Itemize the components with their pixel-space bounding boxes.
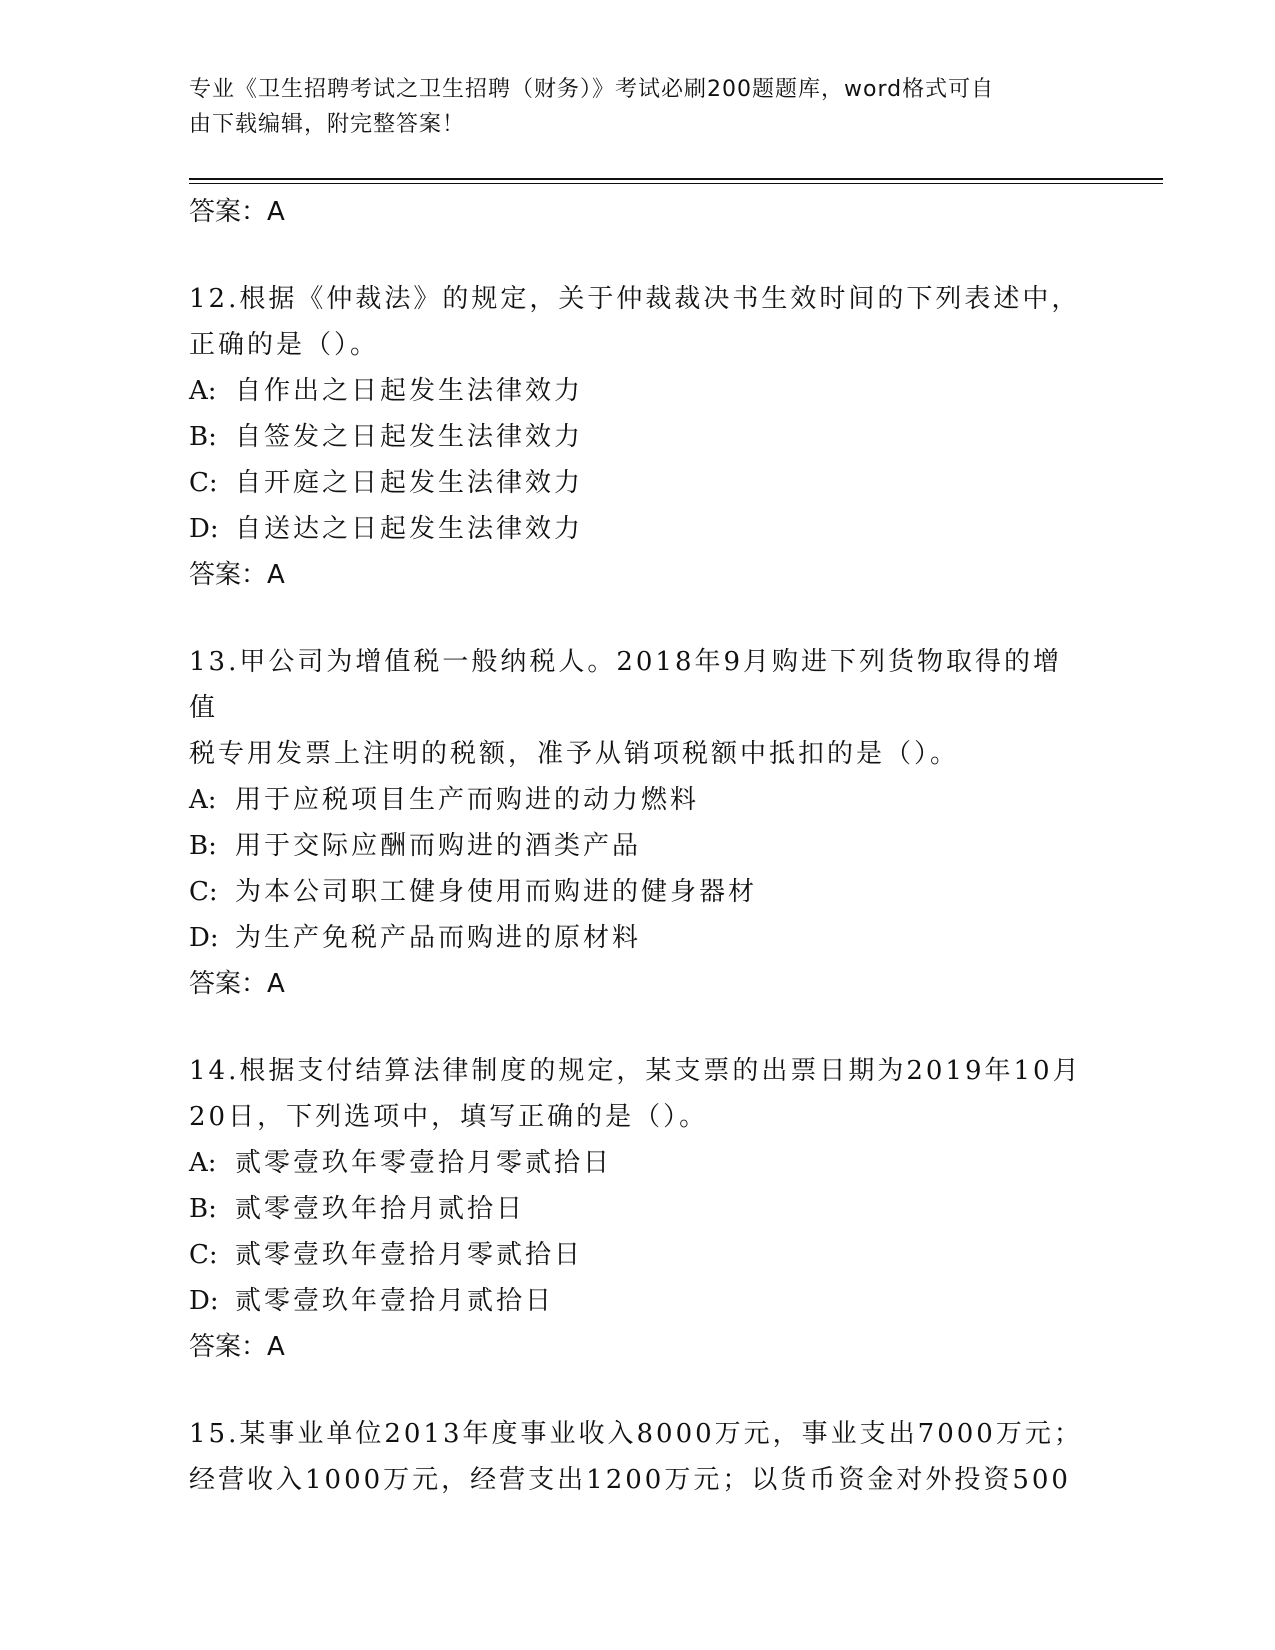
- option-d: [189, 915, 1089, 961]
- option-text: 自签发之日起发生法律效力: [235, 422, 584, 452]
- question-stem-line-1: 13.甲公司为增值税一般纳税人。2018年9月购进下列货物取得的增值: [189, 647, 1063, 723]
- option-letter: A:: [189, 785, 217, 815]
- question-stem-line-2: 税专用发票上注明的税额，准予从销项税额中抵扣的是（）。: [189, 739, 960, 769]
- spacer: [189, 235, 1089, 276]
- option-text: 贰零壹玖年拾月贰拾日: [235, 1194, 526, 1224]
- option-text: 用于应税项目生产而购进的动力燃料: [235, 785, 700, 815]
- question-stem: [189, 276, 1089, 368]
- option-letter: C:: [189, 468, 218, 498]
- spacer: [189, 598, 1089, 639]
- option-letter: B:: [189, 831, 217, 861]
- question-stem: [189, 1411, 1089, 1503]
- option-letter: D:: [189, 514, 219, 544]
- question-13: [189, 639, 1089, 1007]
- question-stem: [189, 1048, 1089, 1140]
- option-d: [189, 506, 1089, 552]
- question-stem: [189, 639, 1089, 777]
- option-text: 自送达之日起发生法律效力: [235, 514, 584, 544]
- option-text: 贰零壹玖年壹拾月贰拾日: [235, 1286, 555, 1316]
- option-a: [189, 368, 1089, 414]
- option-letter: C:: [189, 1240, 218, 1270]
- question-12: [189, 276, 1089, 598]
- question-stem-line-2: 正确的是（）。: [189, 330, 380, 360]
- option-text: 为本公司职工健身使用而购进的健身器材: [235, 877, 758, 907]
- option-letter: B:: [189, 422, 217, 452]
- option-text: 贰零壹玖年零壹拾月零贰拾日: [235, 1148, 613, 1178]
- option-text: 用于交际应酬而购进的酒类产品: [235, 831, 642, 861]
- option-letter: A:: [189, 1148, 217, 1178]
- answer-13: 答案：A: [189, 969, 285, 999]
- spacer: [189, 1007, 1089, 1048]
- answer-12: 答案：A: [189, 560, 285, 590]
- option-letter: C:: [189, 877, 218, 907]
- option-letter: D:: [189, 923, 219, 953]
- header-line-2: 由下载编辑，附完整答案！: [189, 112, 466, 137]
- option-text: 自开庭之日起发生法律效力: [235, 468, 584, 498]
- option-text: 贰零壹玖年壹拾月零贰拾日: [235, 1240, 584, 1270]
- option-b: [189, 414, 1089, 460]
- answer-11: 答案：A: [189, 197, 285, 227]
- question-stem-line-2: 经营收入1000万元，经营支出1200万元；以货币资金对外投资500: [189, 1465, 1071, 1495]
- option-b: [189, 1186, 1089, 1232]
- option-d: [189, 1278, 1089, 1324]
- question-content: [189, 189, 1089, 1503]
- option-text: 为生产免税产品而购进的原材料: [235, 923, 642, 953]
- question-stem-line-2: 20日，下列选项中，填写正确的是（）。: [189, 1102, 709, 1132]
- question-stem-line-1: 14.根据支付结算法律制度的规定，某支票的出票日期为2019年10月: [189, 1056, 1082, 1086]
- header-rule-thin: [189, 183, 1163, 184]
- answer-14: 答案：A: [189, 1332, 285, 1362]
- option-c: [189, 869, 1089, 915]
- option-letter: D:: [189, 1286, 219, 1316]
- option-letter: B:: [189, 1194, 217, 1224]
- question-stem-line-1: 12.根据《仲裁法》的规定，关于仲裁裁决书生效时间的下列表述中，: [189, 284, 1081, 314]
- header-rule-thick: [189, 178, 1163, 180]
- header-line-1: 专业《卫生招聘考试之卫生招聘（财务）》考试必刷200题题库，word格式可自: [189, 77, 995, 102]
- question-stem-line-1: 15.某事业单位2013年度事业收入8000万元，事业支出7000万元；: [189, 1419, 1083, 1449]
- option-c: [189, 460, 1089, 506]
- option-b: [189, 823, 1089, 869]
- option-letter: A:: [189, 376, 217, 406]
- question-15: [189, 1411, 1089, 1503]
- option-c: [189, 1232, 1089, 1278]
- option-text: 自作出之日起发生法律效力: [235, 376, 584, 406]
- option-a: [189, 777, 1089, 823]
- document-header: [189, 72, 1069, 142]
- spacer: [189, 1370, 1089, 1411]
- question-14: [189, 1048, 1089, 1370]
- option-a: [189, 1140, 1089, 1186]
